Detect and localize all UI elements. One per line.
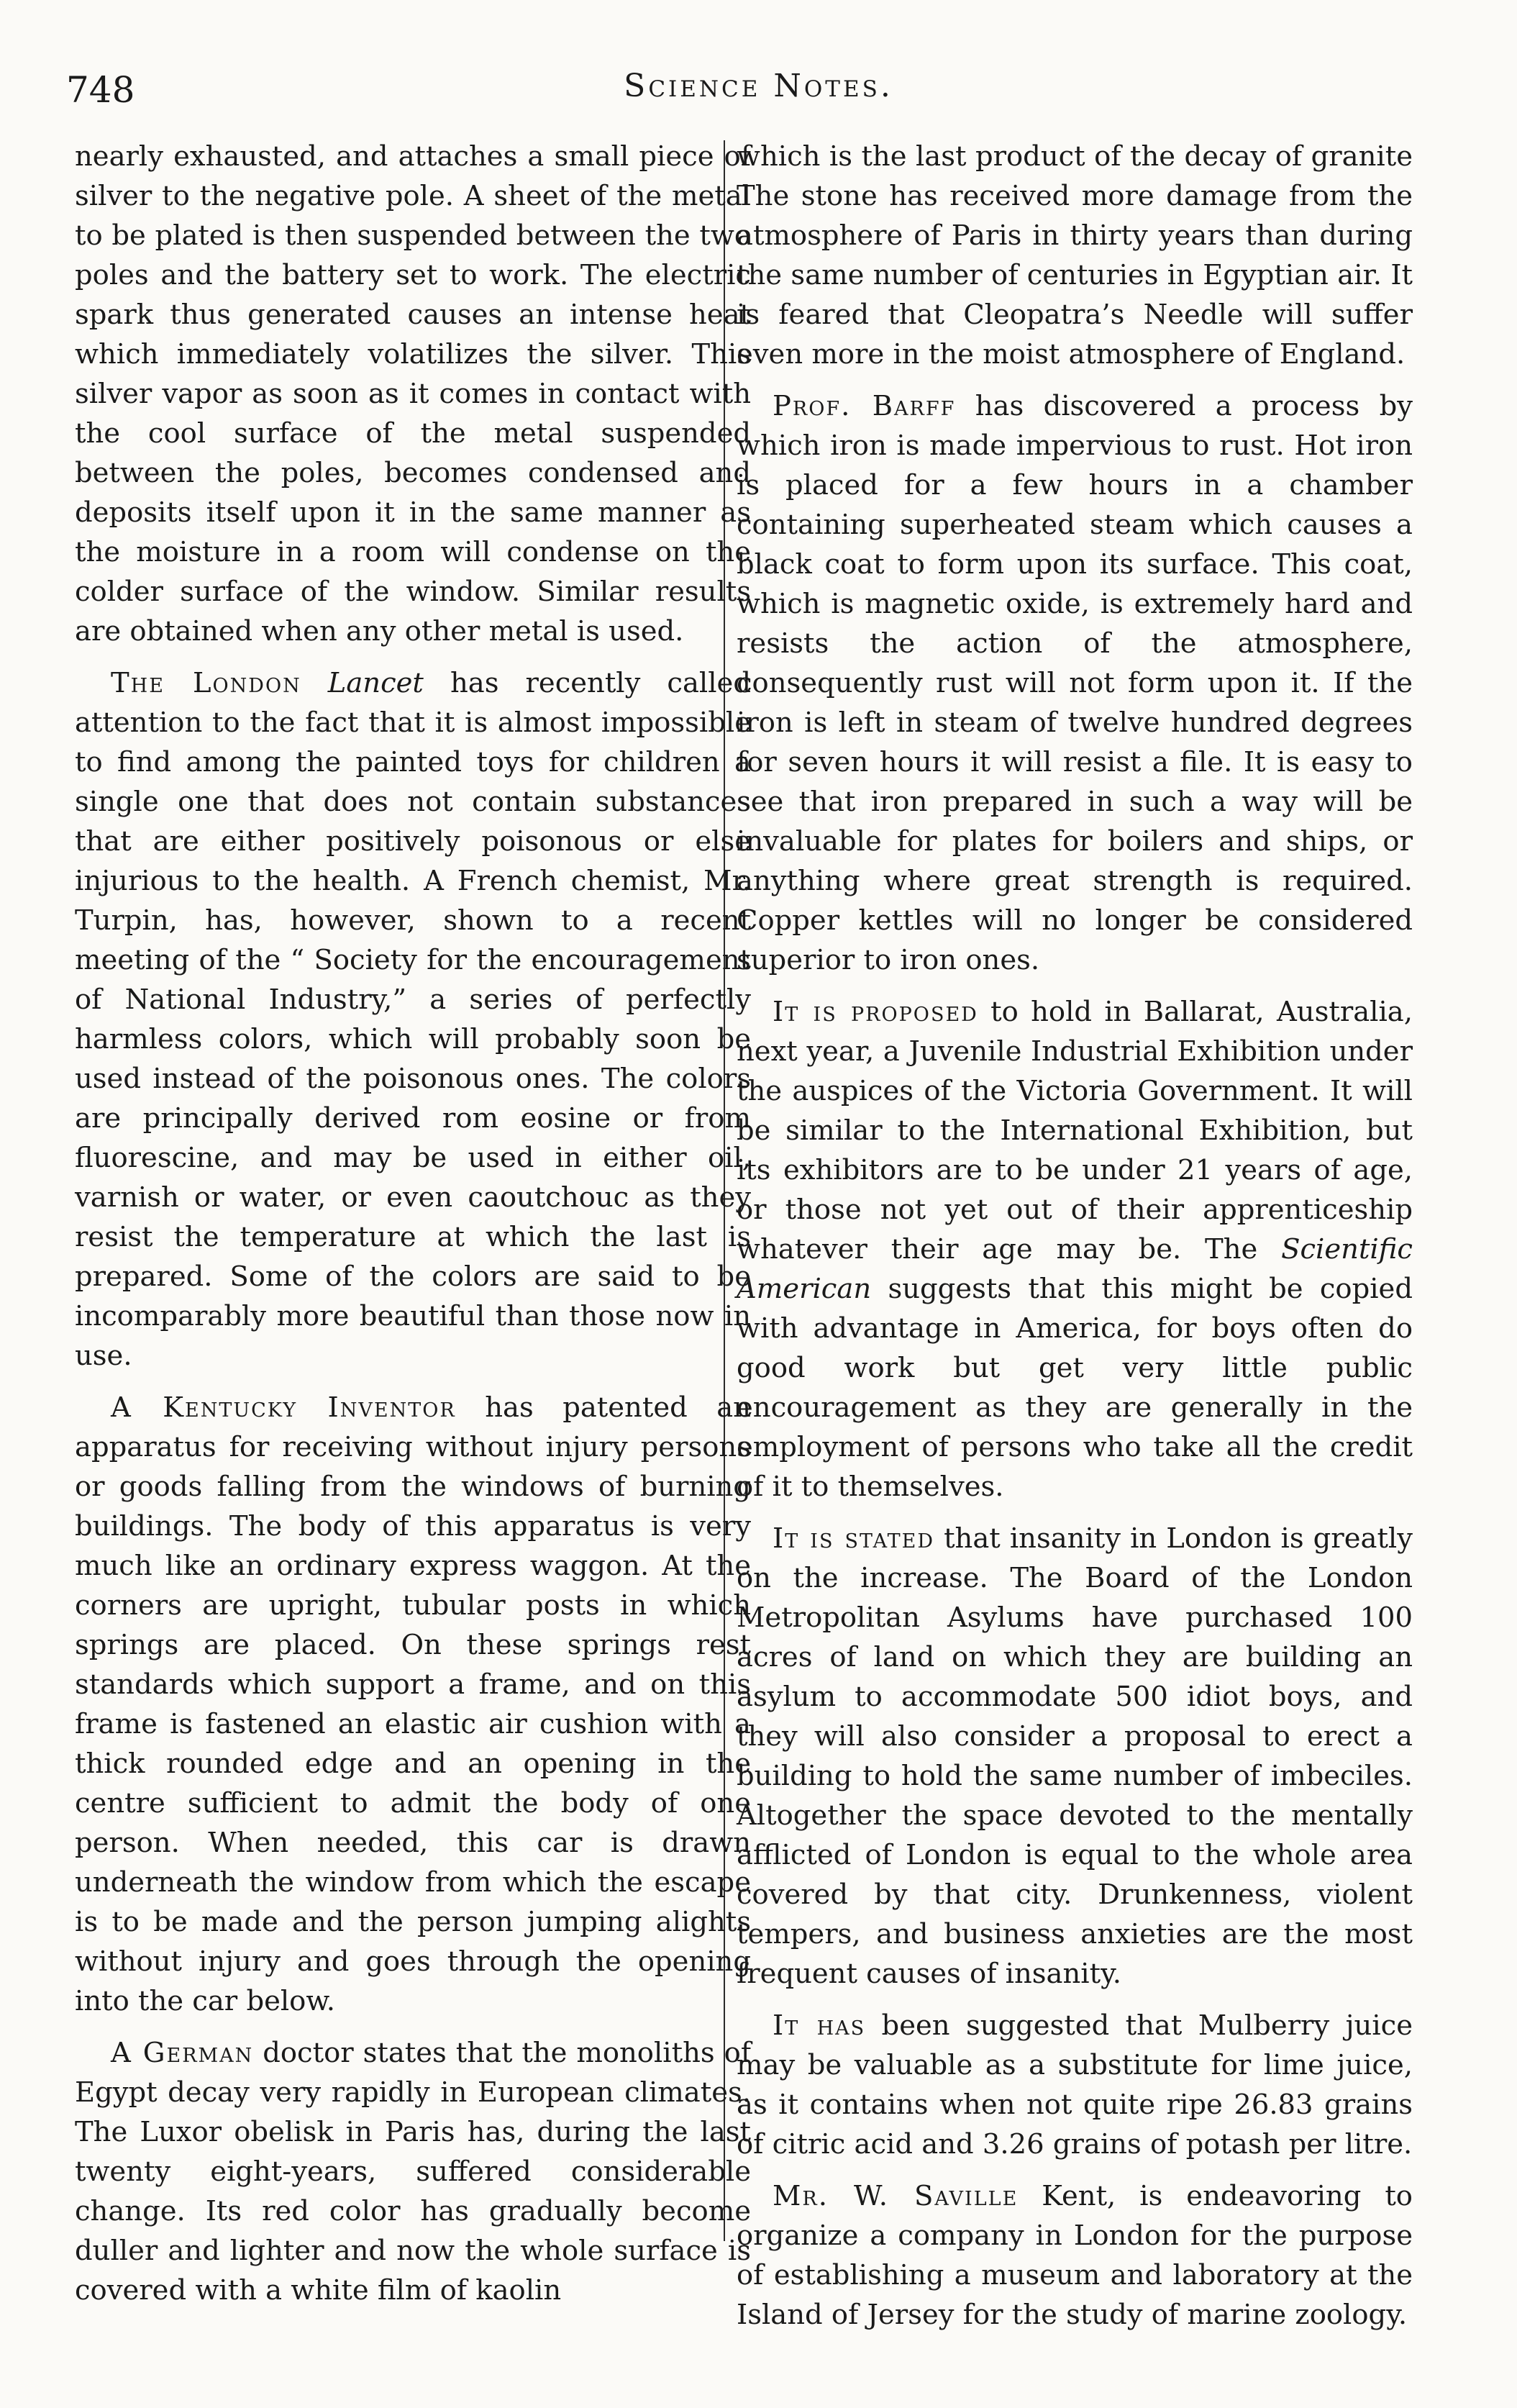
running-title: Science Notes. — [624, 68, 893, 104]
lead-in-words: A German — [111, 2037, 254, 2069]
paragraph-silver-plating-continued: nearly exhausted, and attaches a small piece of silver to the negative pole. A sheet of the metal to be plated is then suspended between the two poles and the battery set to work. The electric spark thus generated causes an intense heat which immediately volatilizes the silver. This silver vapor as soon as it comes in contact with the cool surface of the metal suspended between the poles, becomes condensed and deposits itself upon it in the same manner as the moisture in a room will condense on the colder surface of the window. Similar results are obtained when any other metal is used. — [75, 140, 751, 648]
left-column — [75, 137, 751, 2322]
paragraph-body: to hold in Ballarat, Australia, next year, a Juvenile Industrial Exhibition under the auspices of the Victoria Government. It will be similar to the International Exhibition, but its exhibitors are to be under 21 years of age, or those not yet out of their apprenticeship whatever their age may be. The — [737, 996, 1413, 1266]
paragraph-kentucky-inventor — [75, 1388, 751, 2021]
paragraph-body: that insanity in London is greatly on the increase. The Board of the London Metropolitan Asylums have purchased 100 acres of land on which they are building an asylum to accommodate 500 idiot boys, and they will also consider a proposal to erect a building to hold the same number of imbeciles. Altogether the space devoted to the mentally afflicted of London is equal to the whole area covered by that city. Drunkenness, violent tempers, and business anxieties are the most frequent causes of insanity. — [737, 1522, 1413, 1990]
paragraph-body: Kent, is endeavoring to organize a company in London for the purpose of establishing a museum and laboratory at the Island of Jersey for the study of marine zoology. — [737, 2180, 1413, 2331]
paragraph-body: has patented an apparatus for receiving without injury persons or goods falling from the windows of burning buildings. The body of this apparatus is very much like an ordinary express waggon. At the corners are upright, tubular posts in which springs are placed. On these springs rest standards which support a frame, and on this frame is fastened an elastic air cushion with a thick rounded edge and an opening in the centre sufficient to admit the body of one person. When needed, this car is drawn underneath the window from which the escape is to be made and the person jumping alights without injury and goes through the opening into the car below. — [75, 1391, 751, 2017]
page-number: 748 — [66, 69, 135, 111]
italic-title-lancet: Lancet — [327, 667, 424, 699]
paragraph-mulberry-juice — [737, 2006, 1413, 2164]
paragraph-ballarat-exhibition — [737, 992, 1413, 1507]
paragraph-body: has recently called attention to the fact that it is almost impossible to find among the painted toys for children a single one that does not contain substances that are either positively poisonous or else injurious to the health. A French chemist, Mr. Turpin, has, however, shown to a recent meeting of the “ Society for the encouragement of National Industry,” a series of perfectly harmless colors, which will probably soon be used instead of the poisonous ones. The colors are principally derived rom eosine or from fluorescine, and may be used in either oil, varnish or water, or even caoutchouc as they resist the temperature at which the last is prepared. Some of the colors are said to be incomparably more beautiful than those now in use. — [75, 667, 751, 1372]
lead-in-words: The London — [111, 667, 301, 699]
lead-in-words: It is stated — [773, 1522, 934, 1555]
paragraph-body: doctor states that the monoliths of Egypt decay very rapidly in European climates. The Luxor obelisk in Paris has, during the last twenty eight-years, suffered considerable change. Its red color has gradually become duller and lighter and now the whole surface is covered with a white film of kaolin — [75, 2037, 751, 2307]
lead-in-words: It is proposed — [773, 996, 978, 1028]
paragraph-london-insanity — [737, 1519, 1413, 1994]
paragraph-iron-rust — [737, 386, 1413, 980]
lead-in-words: Mr. W. Saville — [773, 2180, 1019, 2212]
paragraph-body: suggests that this might be copied with advantage in America, for boys often do good work but get very little public encouragement as they are generally in the employment of persons who take all the credit of it to themselves. — [737, 1273, 1413, 1503]
right-column — [737, 137, 1413, 2347]
paragraph-body: been suggested that Mulberry juice may be valuable as a substitute for lime juice, as it contains when not quite ripe 26.83 grains of citric acid and 3.26 grains of potash per litre. — [737, 2009, 1413, 2161]
italic-title-scientific-american: Scientific American — [737, 1233, 1413, 1305]
lead-in-words: A Kentucky Inventor — [111, 1391, 456, 1424]
paragraph-egypt-monoliths — [75, 2033, 751, 2310]
paragraph-body: has discovered a process by which iron is made impervious to rust. Hot iron is placed for a few hours in a chamber containing superheated steam which causes a black coat to form upon its surface. This coat, which is magnetic oxide, is extremely hard and resists the action of the atmosphere, consequently rust will not form upon it. If the iron is left in steam of twelve hundred degrees for seven hours it will resist a file. It is easy to see that iron prepared in such a way will be invaluable for plates for boilers and ships, or anything where great strength is required. Copper kettles will no longer be considered superior to iron ones. — [737, 390, 1413, 976]
paragraph-lancet-toys — [75, 663, 751, 1376]
page-header — [0, 58, 1517, 122]
lead-in-words: It has — [773, 2009, 866, 2042]
paragraph-saville-kent — [737, 2176, 1413, 2335]
paragraph-egypt-monoliths-continued: which is the last product of the decay of granite The stone has received more damage from the atmosphere of Paris in thirty years than during the same number of centuries in Egyptian air. It is feared that Cleopatra’s Needle will suffer even more in the moist atmosphere of England. — [737, 140, 1413, 371]
lead-in-words: Prof. Barff — [773, 390, 956, 422]
